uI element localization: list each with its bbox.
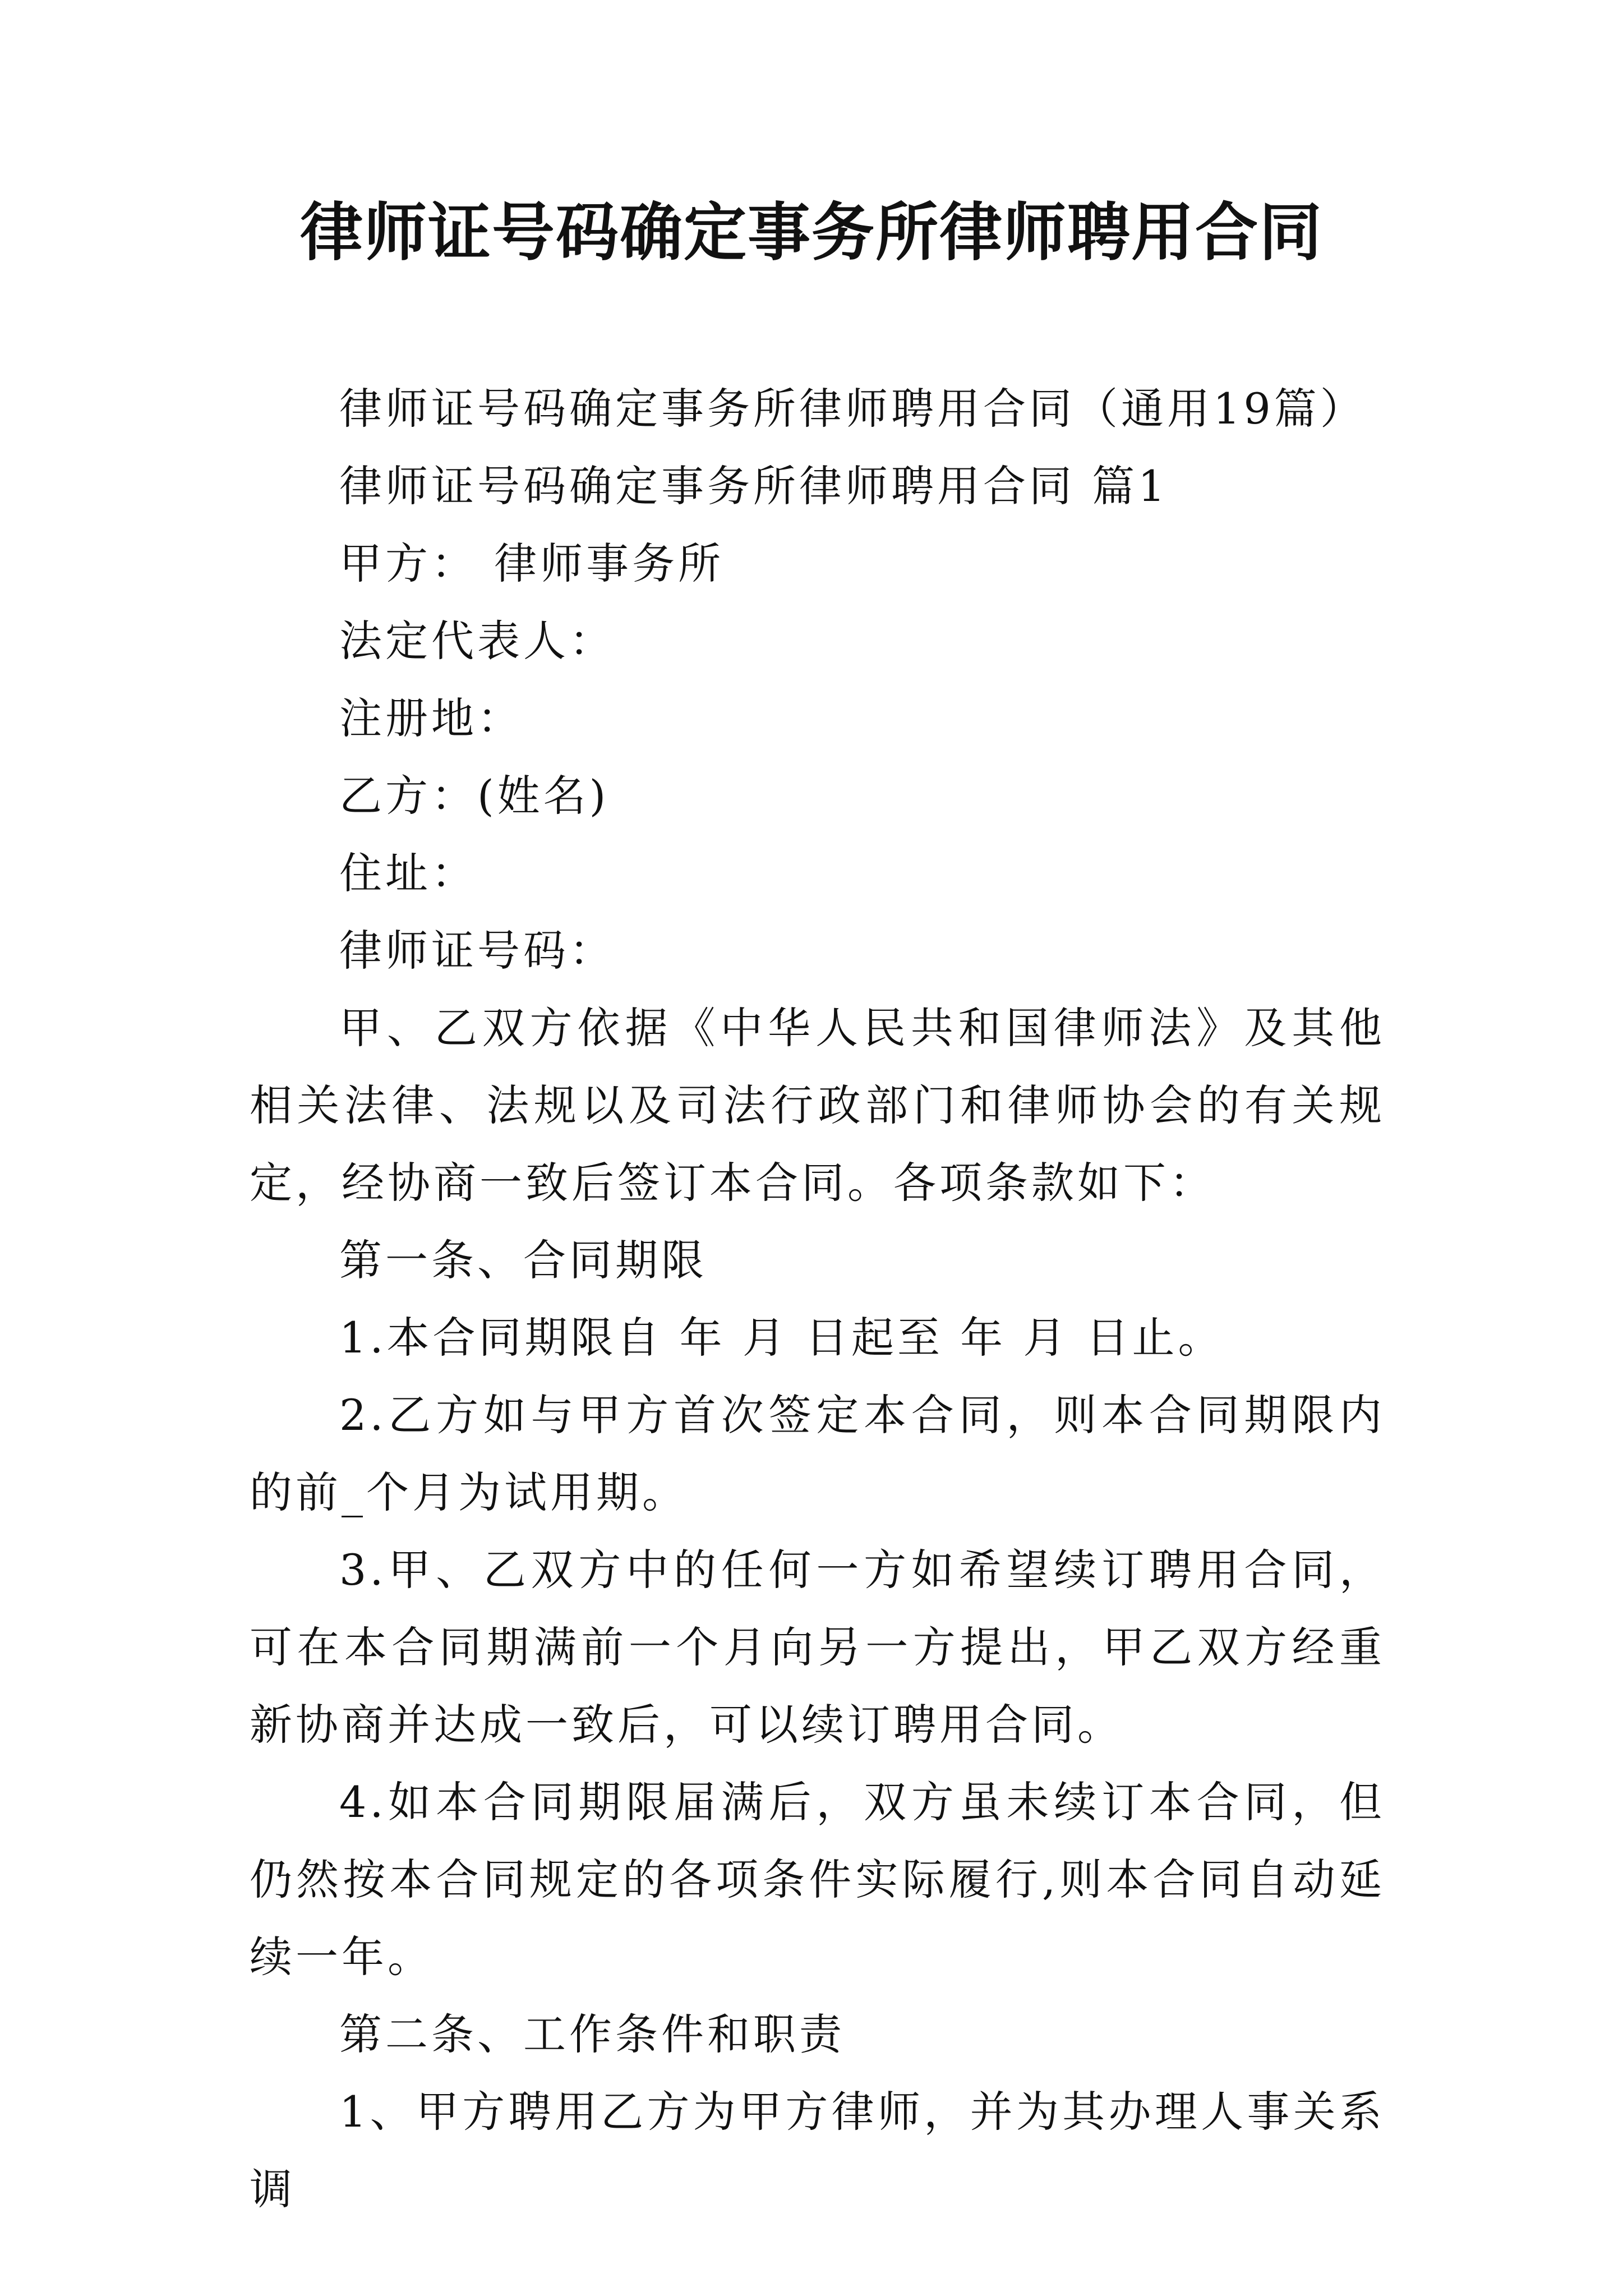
- paragraph-article-1-clause-1: 1.本合同期限自 年 月 日起至 年 月 日止。: [339, 1313, 1224, 1363]
- paragraph-address: 住址：: [339, 848, 477, 898]
- document-body: [250, 370, 1385, 2228]
- paragraph-article-1-clause-4: 4.如本合同期限届满后，双方虽未续订本合同，但仍然按本合同规定的各项条件实际履行,则本合同自动延续一年。: [250, 1777, 1385, 1982]
- paragraph-article-2-heading: 第二条、工作条件和职责: [339, 2009, 845, 2059]
- paragraph-article-2-clause-1: 1、甲方聘用乙方为甲方律师，并为其办理人事关系调: [250, 2087, 1385, 2214]
- paragraph-section-heading: 律师证号码确定事务所律师聘用合同 篇1: [339, 461, 1169, 511]
- paragraph-article-1-clause-2: 2.乙方如与甲方首次签定本合同，则本合同期限内的前_个月为试用期。: [250, 1390, 1385, 1517]
- paragraph-party-b: 乙方：(姓名): [339, 771, 610, 821]
- paragraph-registered-address: 注册地：: [339, 693, 523, 743]
- paragraph-article-1-clause-3: 3.甲、乙双方中的任何一方如希望续订聘用合同，可在本合同期满前一个月向另一方提出，甲乙双方经重新协商并达成一致后，可以续订聘用合同。: [250, 1545, 1385, 1750]
- paragraph-party-a: 甲方： 律师事务所: [339, 539, 725, 588]
- paragraph-preamble: 甲、乙双方依据《中华人民共和国律师法》及其他相关法律、法规以及司法行政部门和律师协会的有关规定，经协商一致后签订本合同。各项条款如下：: [250, 1003, 1385, 1208]
- paragraph-legal-representative: 法定代表人：: [339, 616, 615, 666]
- paragraph-license-number: 律师证号码：: [339, 926, 615, 976]
- paragraph-subtitle: 律师证号码确定事务所律师聘用合同（通用19篇）: [339, 384, 1366, 434]
- document-title: 律师证号码确定事务所律师聘用合同: [300, 196, 1323, 269]
- paragraph-article-1-heading: 第一条、合同期限: [339, 1235, 707, 1285]
